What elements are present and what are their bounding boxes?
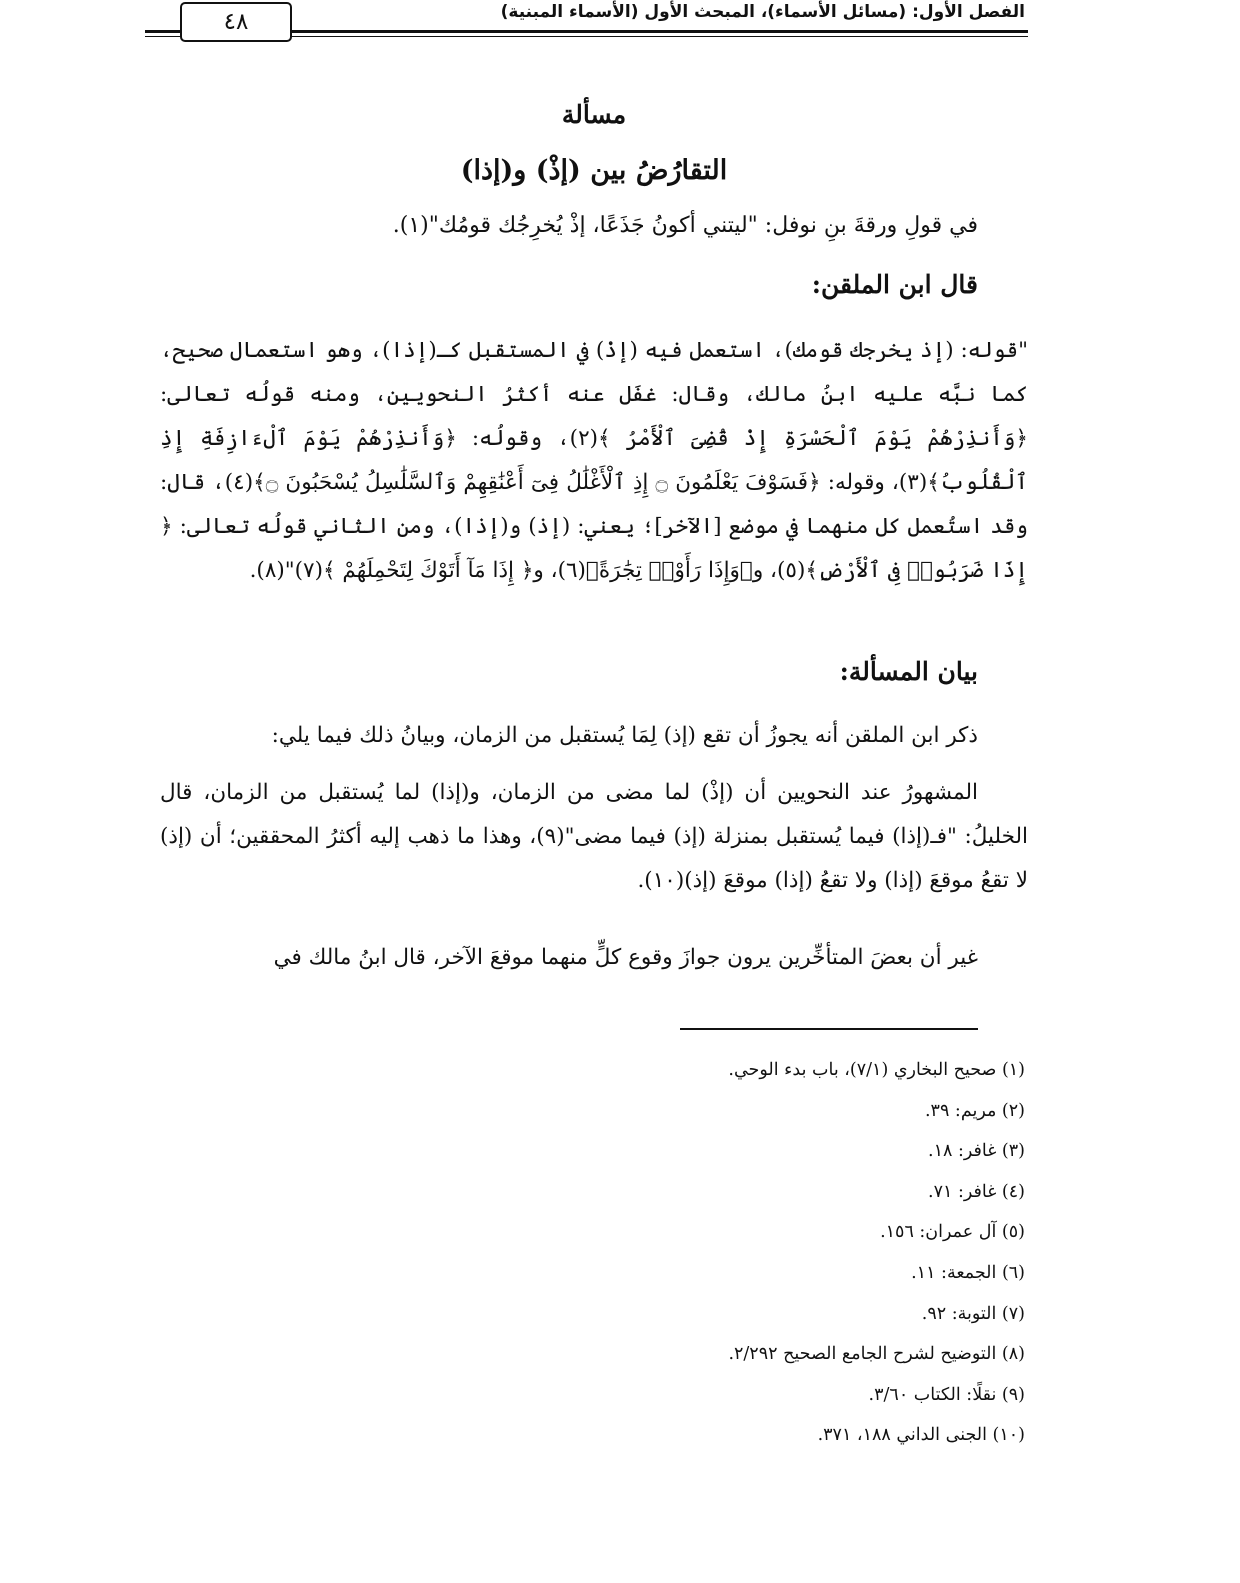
footnote-item: (٤) غافر: ٧١.: [928, 1181, 1025, 1202]
footnote-item: (٩) نقلًا: الكتاب ٣/٦٠.: [868, 1384, 1025, 1405]
footnote-item: (٦) الجمعة: ١١.: [911, 1262, 1025, 1283]
quote-heading: قال ابن الملقن:: [811, 270, 978, 299]
footnote-item: (١) صحيح البخاري (٧/١)، باب بدء الوحي.: [728, 1060, 1025, 1080]
page-number: ٤٨: [180, 2, 292, 42]
section-title: مسألة: [561, 100, 627, 129]
explanation-paragraph: غير أن بعضَ المتأخِّرين يرون جوازَ وقوع كلٍّ منهما موقعَ الآخر، قال ابنُ مالك في: [273, 945, 978, 970]
section-intro: في قولِ ورقةَ بنِ نوفل: "ليتني أكونُ جَذَعًا، إذْ يُخرِجُك قومُك"(١).: [392, 213, 978, 238]
quote-paragraph: "قوله: (إذ يخرجك قومك)، استعمل فيه (إذْ) في المستقبل كـ(إذا)، وهو استعمال صحيح، كما نبَّه عليه ابنُ مالك، وقال: غفَل عنه أكثرُ النحويين، ومنه قولُه تعالى: ﴿وَأَنذِرْهُمْ يَوْمَ ٱلْحَسْرَةِ إِذْ قُضِىَ ٱلْأَمْرُ ﴾(٢)، وقولُه: ﴿وَأَنذِرْهُمْ يَوْمَ ٱلْءَازِفَةِ إِذِ ٱلْقُلُوبُ﴾(٣)، وقوله: ﴿فَسَوْفَ يَعْلَمُونَ ۝ إِذِ ٱلْأَغْلَٰلُ فِىٓ أَعْنَٰقِهِمْ وَٱلسَّلَٰسِلُ يُسْحَبُونَ ۝﴾(٤)، قال: وقد استُعمل كل منهما في موضع [الآخر]؛ يعني: (إذ) و(إذا)، ومن الثاني قولُه تعالى: ﴿ إِذَا ضَرَبُوا۟ فِى ٱلْأَرْضِ﴾(٥)، و﴿وَإِذَا رَأَوْا۟ تِجَٰرَةً﴾(٦)، و﴿ إِذَا مَآ أَتَوْكَ لِتَحْمِلَهُمْ ﴾(٧)"(٨).: [160, 338, 1029, 583]
footnote-item: (٧) التوبة: ٩٢.: [921, 1303, 1025, 1324]
footnote-item: (١٠) الجنى الداني ١٨٨، ٣٧١.: [817, 1425, 1025, 1446]
explanation-heading: بيان المسألة:: [839, 657, 978, 686]
explanation-paragraph: المشهورُ عند النحويين أن (إذْ) لما مضى من الزمان، و(إذا) لما يُستقبل من الزمان، قال الخليلُ: "فـ(إذا) فيما يُستقبل بمنزلة (إذ) فيما مضى"(٩)، وهذا ما ذهب إليه أكثرُ المحققين؛ أن (إذ) لا تقعُ موقعَ (إذا) ولا تقعُ (إذا) موقعَ (إذ)(١٠).: [160, 780, 1028, 893]
footnote-item: (٥) آل عمران: ١٥٦.: [880, 1222, 1025, 1243]
footnote-item: (٢) مريم: ٣٩.: [924, 1100, 1025, 1121]
footnotes-list: [325, 1050, 1025, 1456]
running-header-title: الفصل الأول: (مسائل الأسماء)، المبحث الأول (الأسماء المبنية): [500, 2, 1025, 22]
section-subtitle: التقارُضُ بين (إذْ) و(إذا): [460, 155, 728, 186]
explanation-paragraph: ذكر ابن الملقن أنه يجوزُ أن تقع (إذ) لِمَا يُستقبل من الزمان، وبيانُ ذلك فيما يلي:: [271, 723, 978, 748]
footnote-item: (٣) غافر: ١٨.: [928, 1141, 1025, 1162]
footnote-separator: [680, 1028, 978, 1030]
footnote-item: (٨) التوضيح لشرح الجامع الصحيح ٢/٢٩٢.: [728, 1344, 1025, 1365]
